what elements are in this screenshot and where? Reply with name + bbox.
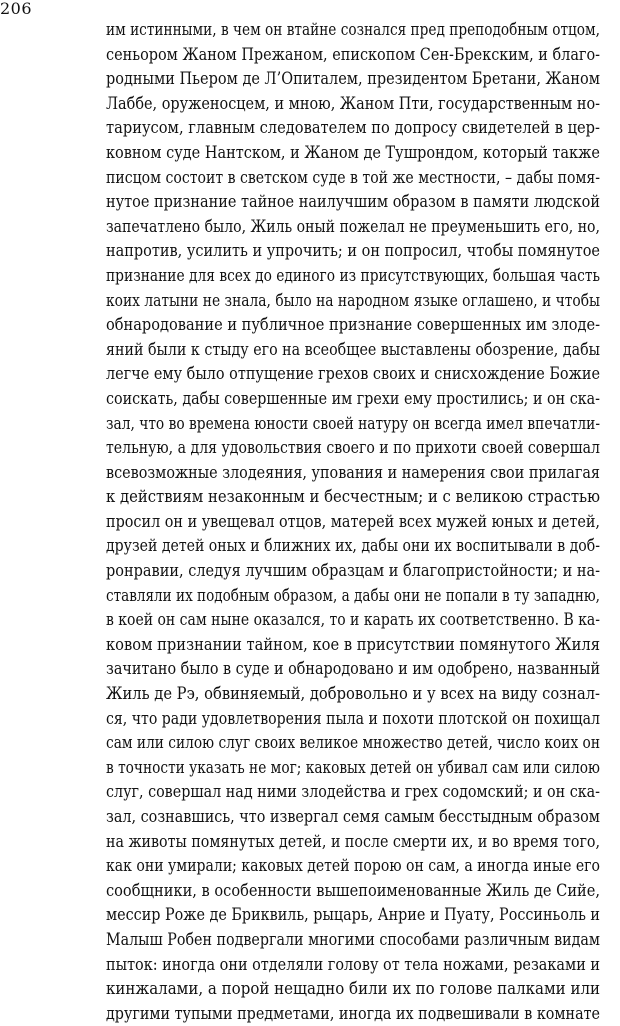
body-text [106,18,600,1026]
text-line: напротив, усилить и упрочить; и он попросил, чтобы помянутое [106,241,600,261]
text-line: нутое признание тайное наилучшим образом в памяти людской [106,192,601,212]
text-line: всевозможные злодеяния, упования и намерения свои прилагая [106,462,600,482]
text-line: обнародование и публичное признание совершенных им злоде- [106,315,601,335]
text-line: коих латыни не знала, было на народном языке оглашено, и чтобы [106,290,601,310]
text-line: ковом признании тайном, кое в присутствии помянутого Жиля [106,634,600,654]
text-line: к действиям незаконным и бесчестным; и с великою страстью [106,487,600,507]
text-line: на животы помянутых детей, и после смерти их, и во время того, [106,831,601,851]
text-line: ставляли их подобным образом, а дабы они не попали в ту западню, [106,585,601,605]
text-line: тариусом, главным следователем по допросу свидетелей в цер- [106,118,600,138]
text-line: запечатлено было, Жиль оный пожелал не преуменьшить его, но, [106,216,600,236]
text-line: тельную, а для удовольствия своего и по прихоти своей совершал [106,438,600,458]
text-line: зал, что во времена юности своей натуру он всегда имел впечатли- [106,413,600,433]
text-line: признание для всех до единого из присутствующих, большая часть [106,265,601,285]
text-line: Лаббе, оруженосцем, и мною, Жаном Пти, государственным но- [106,93,601,113]
text-line: им истинными, в чем он втайне сознался пред преподобным отцом, [106,20,600,39]
text-line: родными Пьером де Л’Опиталем, президентом Бретани, Жаном [106,69,601,89]
text-line: писцом состоит в светском суде в той же местности, – дабы помя- [106,167,601,187]
text-line: зал, сознавшись, что извергал семя самым бесстыдным образом [106,807,600,826]
text-line: яний были к стыду его на всеобщее выставлены обозрение, дабы [106,339,600,359]
text-line: просил он и увещевал отцов, матерей всех мужей юных и детей, [106,511,601,531]
text-line: ся, что ради удовлетворения пыла и похоти плотской он похищал [106,708,600,728]
text-line: кинжалами, а порой нещадно били их по голове палками или [106,979,601,999]
text-line: другими тупыми предметами, иногда их подвешивали в комнате [106,1003,601,1023]
text-line: ронравии, следуя лучшим образцам и благопристойности; и на- [106,561,601,581]
text-line: Жиль де Рэ, обвиняемый, добровольно и у всех на виду сознал- [106,684,601,704]
text-line: слуг, совершал над ними злодейства и грех содомский; и он ска- [106,782,601,802]
text-line: пыток: иногда они отделяли голову от тела ножами, резаками и [106,954,601,974]
text-line: в коей он сам ныне оказался, то и карать их соответственно. В ка- [106,610,600,630]
text-line: в точности указать не мог; каковых детей он убивал сам или силою [106,757,601,777]
text-line: зачитано было в суде и обнародовано и им одобрено, названный [106,659,601,679]
text-line: друзей детей оных и ближних их, дабы они их воспитывали в доб- [106,536,601,556]
text-line: легче ему было отпущение грехов своих и снисхождение Божие [106,364,600,384]
text-line: ковном суде Нантском, и Жаном де Тушрондом, который также [106,142,600,162]
text-line: мессир Роже де Бриквиль, рыцарь, Анрие и Пуату, Россиньоль и [106,905,601,925]
text-line: сеньором Жаном Прежаном, епископом Сен-Брекским, и благо- [106,44,601,64]
text-line: сам или силою слуг своих великое множество детей, число коих он [106,733,600,753]
text-line: сообщники, в особенности вышепоименованные Жиль де Сийе, [106,880,601,900]
text-line: Малыш Робен подвергали многими способами различным видам [106,929,600,949]
text-line: соискать, дабы совершенные им грехи ему простились; и он ска- [106,388,600,408]
page-number: 206 [0,0,33,18]
text-line: как они умирали; каковых детей порою он сам, а иногда иные его [106,856,600,876]
